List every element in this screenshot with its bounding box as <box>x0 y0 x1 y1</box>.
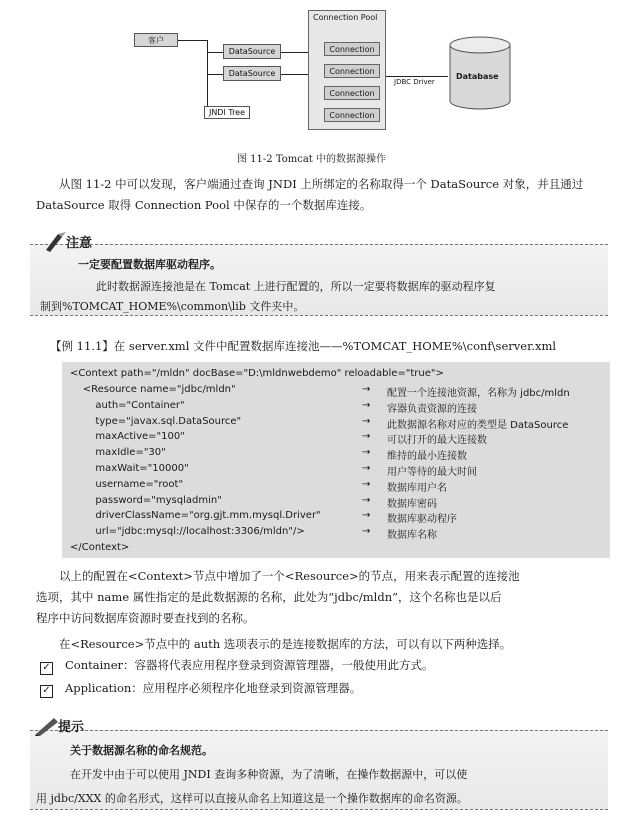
paragraph-3: 在<Resource>节点中的 auth 选项表示的是连接数据库的方法，可以有以下两种选择。 <box>59 637 512 651</box>
checklist-item-application <box>40 680 361 698</box>
pen-icon <box>44 230 68 252</box>
jndi-tree-box <box>204 106 250 119</box>
tip-line-1: 在开发中由于可以使用 JNDI 查询多种资源，为了清晰，在操作数据源中，可以使 <box>70 768 468 781</box>
code-block <box>62 362 610 558</box>
datasource-box-2 <box>223 66 281 81</box>
code-comment: 维持的最小连接数 <box>387 451 467 463</box>
code-comment: 可以打开的最大连接数 <box>387 435 487 447</box>
pencil-icon <box>34 716 60 736</box>
code-comment: 此数据源名称对应的类型是 DataSource <box>387 419 569 431</box>
pool-title: Connection Pool <box>313 13 378 22</box>
code-comment: 数据库用户名 <box>387 482 447 494</box>
code-line: auth="Container" <box>70 399 185 411</box>
paragraph-2-line-1: 以上的配置在<Context>节点中增加了一个<Resource>的节点，用来表示配置的连接池 <box>59 569 520 583</box>
note-heading: 一定要配置数据库驱动程序。 <box>78 258 221 271</box>
client-label: 客户 <box>148 35 164 45</box>
arrow-icon: → <box>362 510 371 522</box>
jdbc-driver-label: JDBC Driver <box>394 78 435 86</box>
arrow-icon: → <box>362 526 371 538</box>
check-item-text: Application：应用程序必须程序化地登录到资源管理器。 <box>65 681 362 695</box>
code-comment: 容器负责资源的连接 <box>387 403 477 415</box>
datasource-label-1: DataSource <box>228 47 276 56</box>
code-line: maxIdle="30" <box>70 447 166 459</box>
checkbox-icon: ✓ <box>40 662 53 675</box>
code-line: maxActive="100" <box>70 431 185 443</box>
ds-pool-line-1 <box>281 52 309 53</box>
connection-box <box>324 42 380 56</box>
note-title: 注意 <box>66 236 93 251</box>
code-close-tag: </Context> <box>70 542 130 553</box>
client-arrow-line <box>178 40 208 41</box>
connection-label: Connection <box>329 66 375 76</box>
connection-box <box>324 64 380 78</box>
client-box <box>134 33 178 47</box>
datasource-label-2: DataSource <box>228 69 276 78</box>
arrow-icon: → <box>362 399 371 411</box>
driver-line <box>386 76 448 77</box>
code-comment: 配置一个连接池资源，名称为 jdbc/mldn <box>387 388 570 399</box>
arrow-icon: → <box>362 494 371 506</box>
note-line-2: 制到%TOMCAT_HOME%\common\lib 文件夹中。 <box>40 300 305 313</box>
check-item-text: Container：容器将代表应用程序登录到资源管理器，一般使用此方式。 <box>65 658 434 672</box>
ds-pool-line-2 <box>281 74 309 75</box>
code-open-tag: <Context path="/mldn" docBase="D:\mldnwebdemo" reloadable="true"> <box>70 368 444 379</box>
arrow-icon: → <box>362 415 371 427</box>
branch-line-1 <box>207 52 223 53</box>
arrow-icon: → <box>362 431 371 443</box>
paragraph-2-line-3: 程序中访问数据库资源时要查找到的名称。 <box>36 611 255 625</box>
code-line: <Resource name="jdbc/mldn" <box>70 384 236 395</box>
connection-label: Connection <box>329 44 375 54</box>
code-comment: 数据库名称 <box>387 530 437 542</box>
arrow-icon: → <box>362 463 371 474</box>
datasource-diagram <box>0 0 623 150</box>
connection-box <box>324 86 380 100</box>
code-line: url="jdbc:mysql://localhost:3306/mldn"/> <box>70 526 305 538</box>
tip-title: 提示 <box>58 720 85 735</box>
datasource-box-1 <box>223 44 281 59</box>
code-line: driverClassName="org.gjt.mm.mysql.Driver" <box>70 510 321 522</box>
tip-heading: 关于数据源名称的命名规范。 <box>70 744 213 757</box>
code-comment: 数据库驱动程序 <box>387 514 457 526</box>
code-comment: 用户等待的最大时间 <box>387 467 477 478</box>
connection-label: Connection <box>329 110 375 120</box>
code-line: username="root" <box>70 478 184 490</box>
code-line: password="mysqladmin" <box>70 494 222 506</box>
code-comment: 数据库密码 <box>387 498 437 510</box>
code-line: maxWait="10000" <box>70 463 189 474</box>
checkbox-icon: ✓ <box>40 685 53 698</box>
jndi-tree-label: JNDI Tree <box>208 108 246 117</box>
code-line: type="javax.sql.DataSource" <box>70 415 242 427</box>
note-line-1: 此时数据源连接池是在 Tomcat 上进行配置的，所以一定要将数据库的驱动程序复 <box>96 280 496 293</box>
checklist-item-container <box>40 657 434 675</box>
example-title: 【例 11.1】在 server.xml 文件中配置数据库连接池——%TOMCAT_HOME%\conf\server.xml <box>50 339 557 353</box>
arrow-icon: → <box>362 447 371 459</box>
paragraph-2-line-2: 选项，其中 name 属性指定的是此数据源的名称，此处为“jdbc/mldn”，这个名称也是以后 <box>36 590 502 604</box>
figure-caption: 图 11-2 Tomcat 中的数据源操作 <box>237 154 386 165</box>
arrow-icon: → <box>362 384 371 395</box>
database-label: Database <box>456 72 499 81</box>
connection-box <box>324 108 380 122</box>
tip-line-2: 用 jdbc/XXX 的命名形式，这样可以直接从命名上知道这是一个操作数据库的命名资源。 <box>36 792 468 805</box>
paragraph-2 <box>36 566 608 629</box>
branch-line-2 <box>207 74 223 75</box>
arrow-icon: → <box>362 478 371 490</box>
paragraph-1: 从图 11-2 中可以发现，客户端通过查询 JNDI 上所绑定的名称取得一个 DataSource 对象，并且通过 DataSource 取得 Connection Pool 中保存的一个数据库连接。 <box>36 177 584 212</box>
connection-label: Connection <box>329 88 375 98</box>
